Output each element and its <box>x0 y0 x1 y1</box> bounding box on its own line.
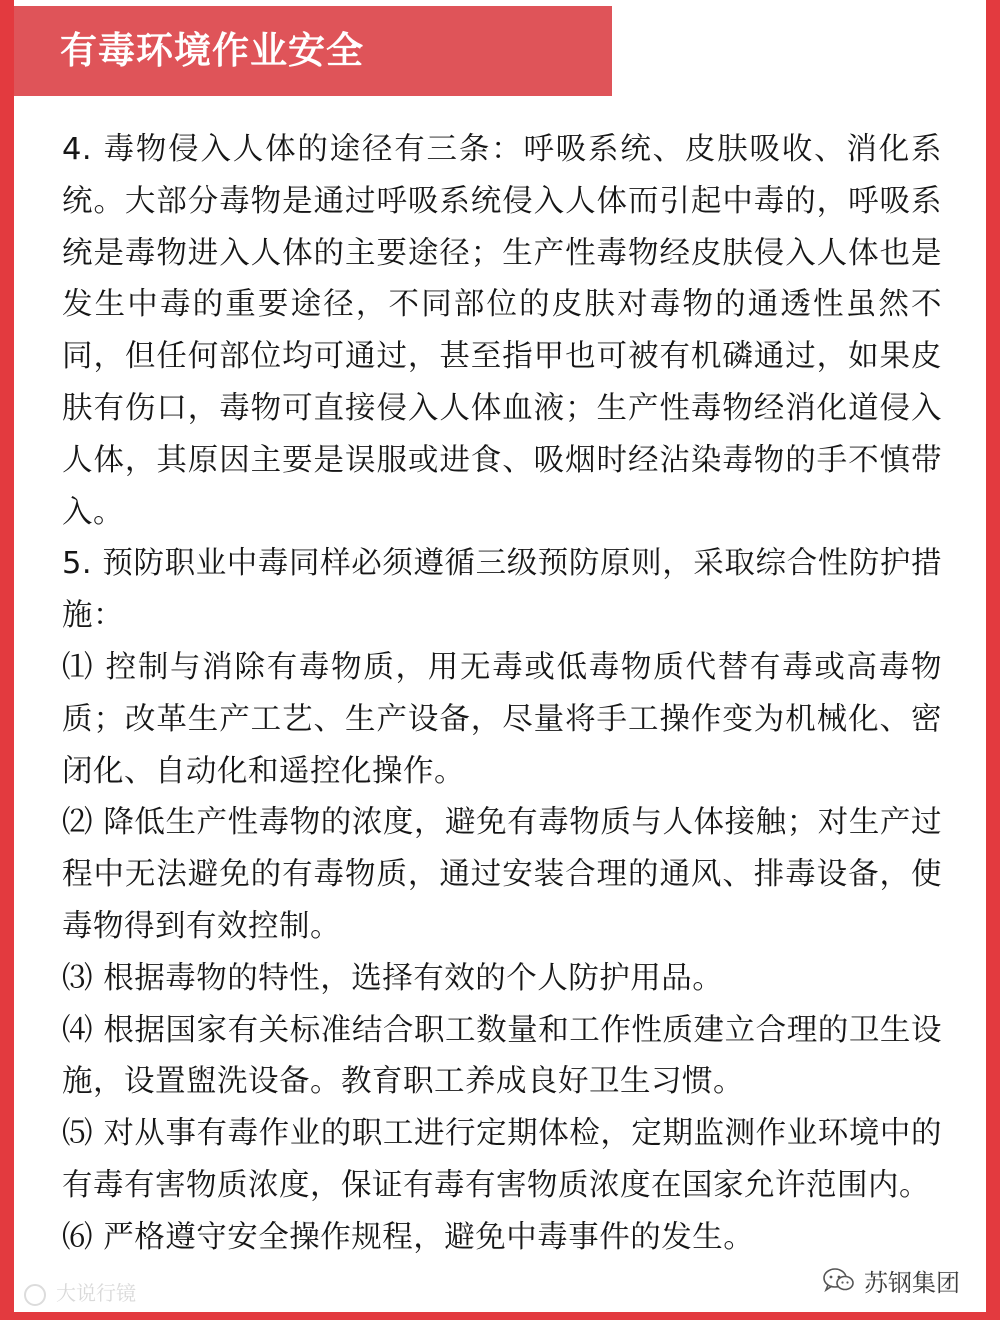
wechat-icon <box>822 1267 856 1293</box>
page-title: 有毒环境作业安全 <box>60 29 364 72</box>
watermark-text: 大说行镜 <box>56 1281 136 1305</box>
content-card <box>14 0 986 1312</box>
title-banner <box>14 6 612 96</box>
measure-4: ⑷ 根据国家有关标准结合职工数量和工作性质建立合理的卫生设施，设置盥洗设备。教育职工养成良好卫生习惯。 <box>62 1012 942 1100</box>
measure-6: ⑹ 严格遵守安全操作规程，避免中毒事件的发生。 <box>62 1219 755 1255</box>
brand-name: 苏钢集团 <box>864 1268 960 1297</box>
paragraph-4: 4. 毒物侵入人体的途径有三条：呼吸系统、皮肤吸收、消化系统。大部分毒物是通过呼吸系统侵入人体而引起中毒的，呼吸系统是毒物进入人体的主要途径；生产性毒物经皮肤侵入人体也是发生中毒的重要途径，不同部位的皮肤对毒物的通透性虽然不同，但任何部位均可通过，甚至指甲也可被有机磷通过，如果皮肤有伤口，毒物可直接侵入人体血液；生产性毒物经消化道侵入人体，其原因主要是误服或进食、吸烟时经沾染毒物的手不慎带入。 <box>62 132 942 530</box>
paragraph-5: 5. 预防职业中毒同样必须遵循三级预防原则，采取综合性防护措施： <box>62 546 942 634</box>
measure-2: ⑵ 降低生产性毒物的浓度，避免有毒物质与人体接触；对生产过程中无法避免的有毒物质，通过安装合理的通风、排毒设备，使毒物得到有效控制。 <box>62 805 942 944</box>
frame-border <box>0 1312 1000 1320</box>
measure-1: ⑴ 控制与消除有毒物质，用无毒或低毒物质代替有毒或高毒物质；改革生产工艺、生产设备，尽量将手工操作变为机械化、密闭化、自动化和遥控化操作。 <box>62 649 942 789</box>
measure-5: ⑸ 对从事有毒作业的职工进行定期体检，定期监测作业环境中的有毒有害物质浓度，保证有毒有害物质浓度在国家允许范围内。 <box>62 1116 942 1203</box>
measure-3: ⑶ 根据毒物的特性，选择有效的个人防护用品。 <box>62 960 724 996</box>
watermark-logo-icon <box>24 1284 46 1306</box>
article-body <box>62 124 942 1264</box>
brand-watermark <box>818 1262 964 1298</box>
source-watermark <box>24 1277 136 1306</box>
